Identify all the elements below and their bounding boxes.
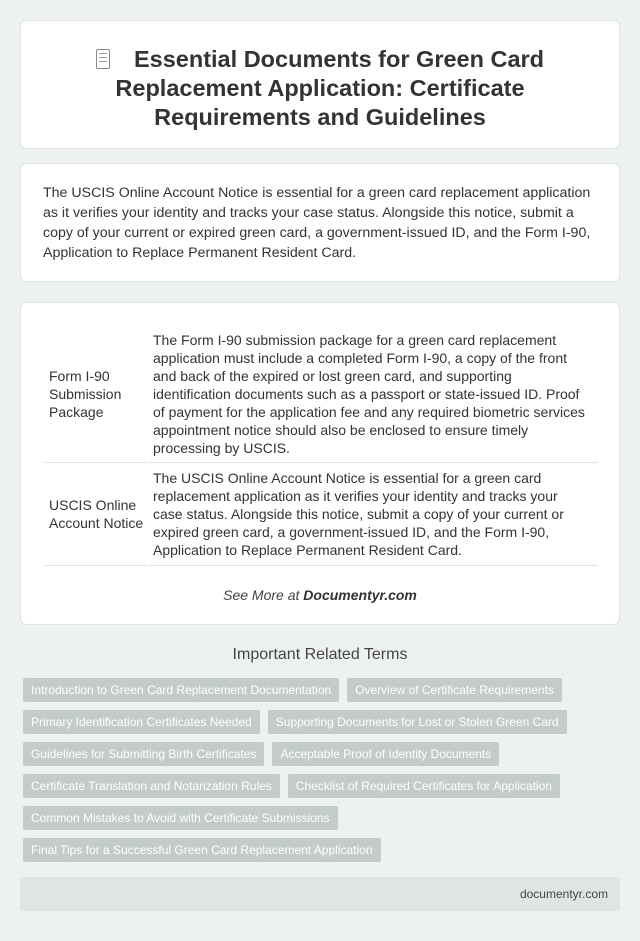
title-card: [20, 20, 620, 149]
related-tag[interactable]: Guidelines for Submitting Birth Certificates: [23, 742, 264, 766]
page-title: [51, 45, 589, 132]
related-tag[interactable]: Checklist of Required Certificates for Application: [288, 774, 560, 798]
summary-text: The USCIS Online Account Notice is essential for a green card replacement application as it verifies your identity and tracks your case status. Alongside this notice, submit a copy of your current or expired green card, a government-issued ID, and the Form I-90, Application to Replace Permanent Resident Card.: [43, 185, 591, 261]
related-tag[interactable]: Primary Identification Certificates Needed: [23, 710, 260, 734]
table-description: The Form I-90 submission package for a green card replacement application must include a completed Form I-90, a copy of the front and back of the expired or lost green card, and supporting identification documents such as a passport or state-issued ID. Proof of payment for the application fee and any required biometric services appointment notice should also be enclosed to ensure timely processing by USCIS.: [148, 325, 598, 463]
see-more-site[interactable]: Documentyr.com: [303, 587, 417, 603]
table-row: [43, 463, 598, 566]
footer: [20, 877, 620, 911]
page-title-text: Essential Documents for Green Card Replacement Application: Certificate Requirements and Guidelines: [115, 46, 545, 130]
document-icon: [96, 49, 110, 69]
related-tag[interactable]: Final Tips for a Successful Green Card Replacement Application: [23, 838, 381, 862]
table-term: Form I-90 Submission Package: [43, 325, 146, 463]
related-tag[interactable]: Overview of Certificate Requirements: [347, 678, 562, 702]
footer-site[interactable]: documentyr.com: [519, 887, 608, 901]
table-term: USCIS Online Account Notice: [43, 463, 146, 566]
related-tags: [23, 678, 583, 862]
terms-table-card: [20, 302, 620, 625]
related-tag[interactable]: Common Mistakes to Avoid with Certificate Submissions: [23, 806, 338, 830]
table-description: The USCIS Online Account Notice is essential for a green card replacement application as it verifies your identity and tracks your case status. Alongside this notice, submit a copy of your current or expired green card, a government-issued ID, and the Form I-90, Application to Replace Permanent Resident Card.: [148, 463, 598, 566]
table-row: [43, 325, 598, 463]
related-tag[interactable]: Certificate Translation and Notarization Rules: [23, 774, 280, 798]
related-tag[interactable]: Introduction to Green Card Replacement Documentation: [23, 678, 339, 702]
summary-card: [20, 163, 620, 282]
related-terms-heading: Important Related Terms: [232, 646, 408, 663]
related-tag[interactable]: Acceptable Proof of Identity Documents: [272, 742, 499, 766]
related-tag[interactable]: Supporting Documents for Lost or Stolen Green Card: [268, 710, 567, 734]
see-more-link[interactable]: See More at Documentyr.com: [223, 587, 417, 603]
